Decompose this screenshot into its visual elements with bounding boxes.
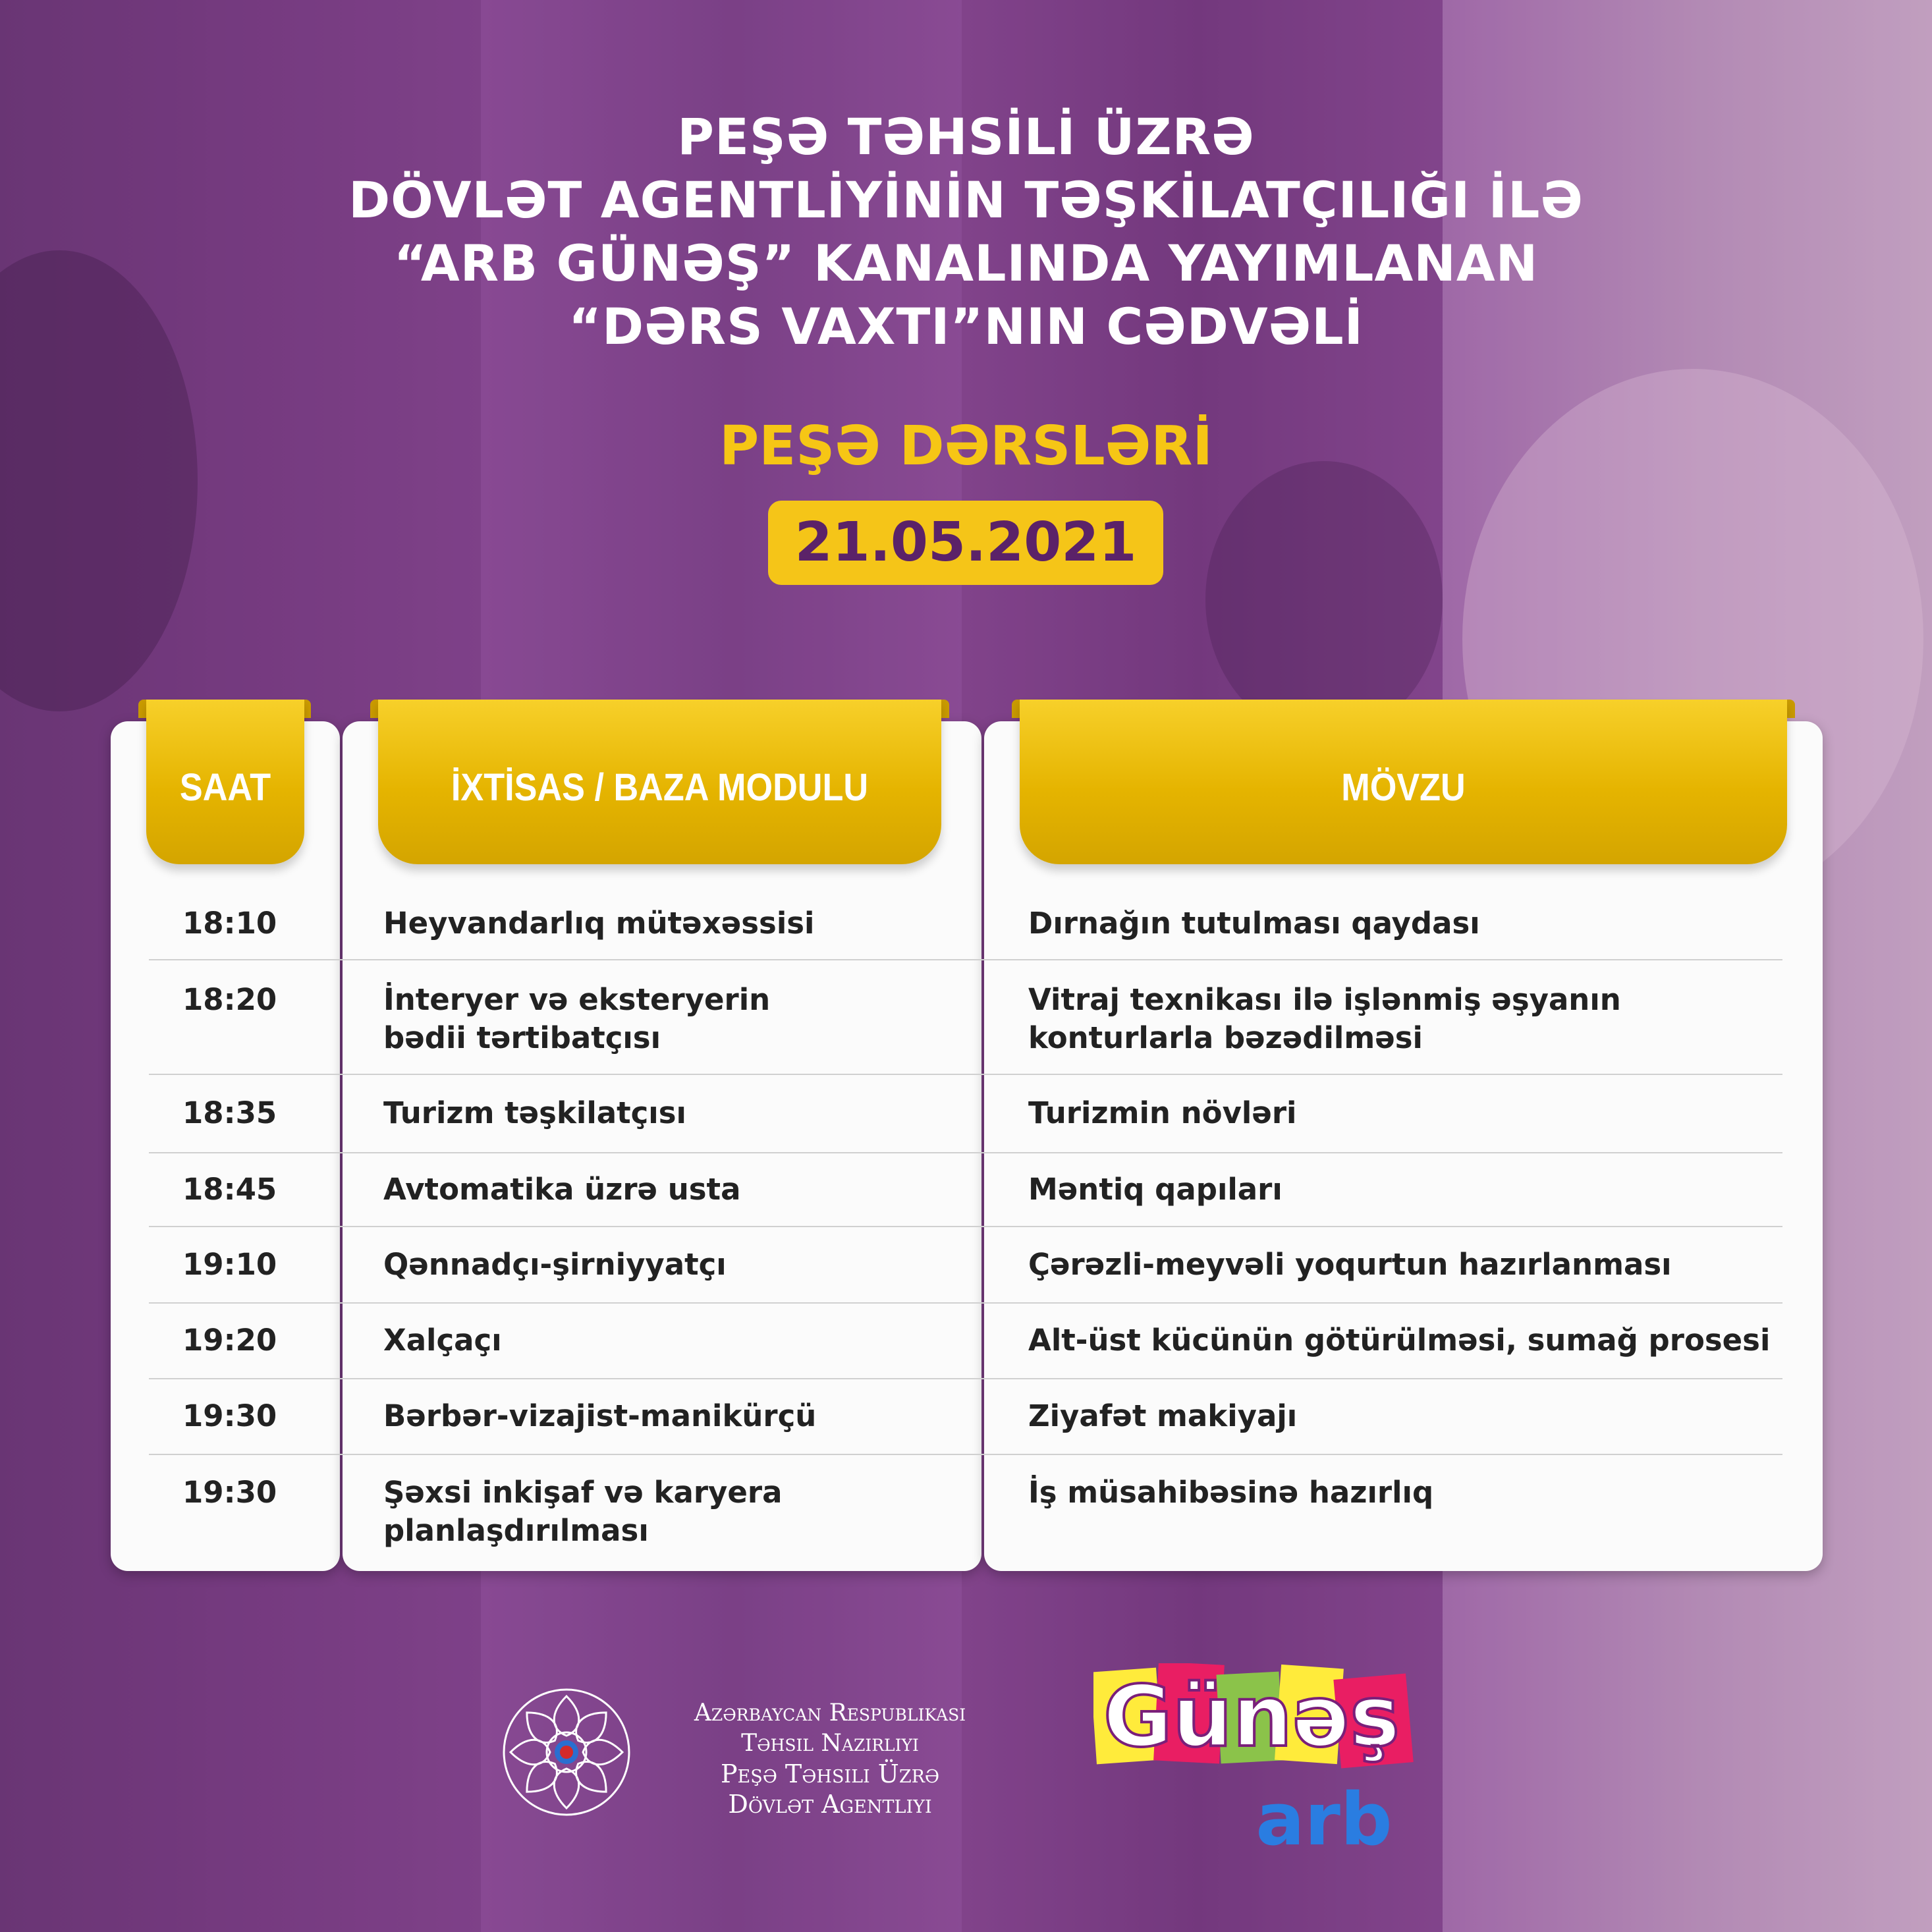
time-cell: 19:30 bbox=[182, 1398, 277, 1433]
title-line: DÖVLƏT AGENTLİYİNİN TƏŞKİLATÇILIĞI İLƏ bbox=[348, 171, 1584, 229]
topic-cell: İş müsahibəsinə hazırlıq bbox=[1028, 1475, 1434, 1510]
specialty-cell: Turizm təşkilatçısı bbox=[383, 1095, 686, 1130]
time-cell: 18:20 bbox=[182, 982, 277, 1017]
background-photo-person-center bbox=[1205, 461, 1443, 738]
ministry-line: Təhsil Nazirliyi bbox=[741, 1730, 919, 1757]
row-divider bbox=[149, 1302, 1782, 1304]
agency-line: Dövlət Agentliyi bbox=[728, 1790, 932, 1819]
specialty-cell: Avtomatika üzrə usta bbox=[383, 1172, 741, 1207]
column-header-label: İXTİSAS / BAZA MODULU bbox=[451, 766, 869, 809]
arb-text: arb bbox=[1256, 1777, 1393, 1861]
row-divider bbox=[149, 1378, 1782, 1379]
topic-cell: Məntiq qapıları bbox=[1028, 1172, 1283, 1207]
specialty-cell: Bərbər-vizajist-manikürçü bbox=[383, 1398, 817, 1433]
row-divider bbox=[149, 1454, 1782, 1455]
topic-cell: Vitraj texnikası ilə işlənmiş əşyanın konturlarla bəzədilməsi bbox=[1028, 982, 1621, 1055]
specialty-cell: Şəxsi inkişaf və karyera planlaşdırılması bbox=[383, 1475, 783, 1548]
subtitle: PEŞƏ DƏRSLƏRİ bbox=[719, 415, 1213, 478]
topic-cell: Dırnağın tutulması qaydası bbox=[1028, 906, 1480, 941]
title-line: PEŞƏ TƏHSİLİ ÜZRƏ bbox=[677, 107, 1255, 166]
time-cell: 19:20 bbox=[182, 1323, 277, 1358]
column-header-label: MÖVZU bbox=[1341, 766, 1466, 809]
row-divider bbox=[149, 1074, 1782, 1075]
column-header-time bbox=[146, 700, 304, 864]
specialty-cell: Qənnadçı-şirniyyatçı bbox=[383, 1247, 727, 1282]
topic-cell: Çərəzli-meyvəli yoqurtun hazırlanması bbox=[1028, 1247, 1672, 1282]
topic-cell: Turizmin növləri bbox=[1028, 1095, 1297, 1130]
column-header-label: SAAT bbox=[179, 766, 271, 809]
row-divider bbox=[149, 1226, 1782, 1227]
column-header-specialty bbox=[378, 700, 941, 864]
column-header-topic bbox=[1020, 700, 1787, 864]
specialty-cell: Heyvandarlıq mütəxəssisi bbox=[383, 906, 815, 941]
topic-cell: Ziyafət makiyajı bbox=[1028, 1398, 1298, 1433]
gunes-arb-logo bbox=[1093, 1663, 1436, 1861]
row-divider bbox=[149, 959, 1782, 960]
date-badge: 21.05.2021 bbox=[768, 501, 1163, 585]
time-cell: 18:35 bbox=[182, 1095, 277, 1130]
time-cell: 18:45 bbox=[182, 1172, 277, 1207]
page-title bbox=[0, 105, 1932, 358]
time-cell: 19:30 bbox=[182, 1475, 277, 1510]
row-divider bbox=[149, 1152, 1782, 1153]
agency-line: Peşə Təhsili Üzrə bbox=[720, 1759, 940, 1788]
title-line: “DƏRS VAXTI”NIN CƏDVƏLİ bbox=[568, 297, 1364, 356]
title-line: “ARB GÜNƏŞ” KANALINDA YAYIMLANAN bbox=[393, 234, 1539, 292]
ministry-emblem-icon bbox=[497, 1683, 636, 1821]
ministry-line: Azərbaycan Respublikası bbox=[694, 1699, 966, 1726]
gunes-text: Günəş bbox=[1103, 1668, 1400, 1766]
agency-name bbox=[646, 1698, 1014, 1819]
time-cell: 18:10 bbox=[182, 906, 277, 941]
specialty-cell: İnteryer və eksteryerin bədii tərtibatçısı bbox=[383, 982, 771, 1055]
time-cell: 19:10 bbox=[182, 1247, 277, 1282]
topic-cell: Alt-üst kücünün götürülməsi, sumağ prosesi bbox=[1028, 1323, 1771, 1358]
specialty-cell: Xalçaçı bbox=[383, 1323, 502, 1358]
